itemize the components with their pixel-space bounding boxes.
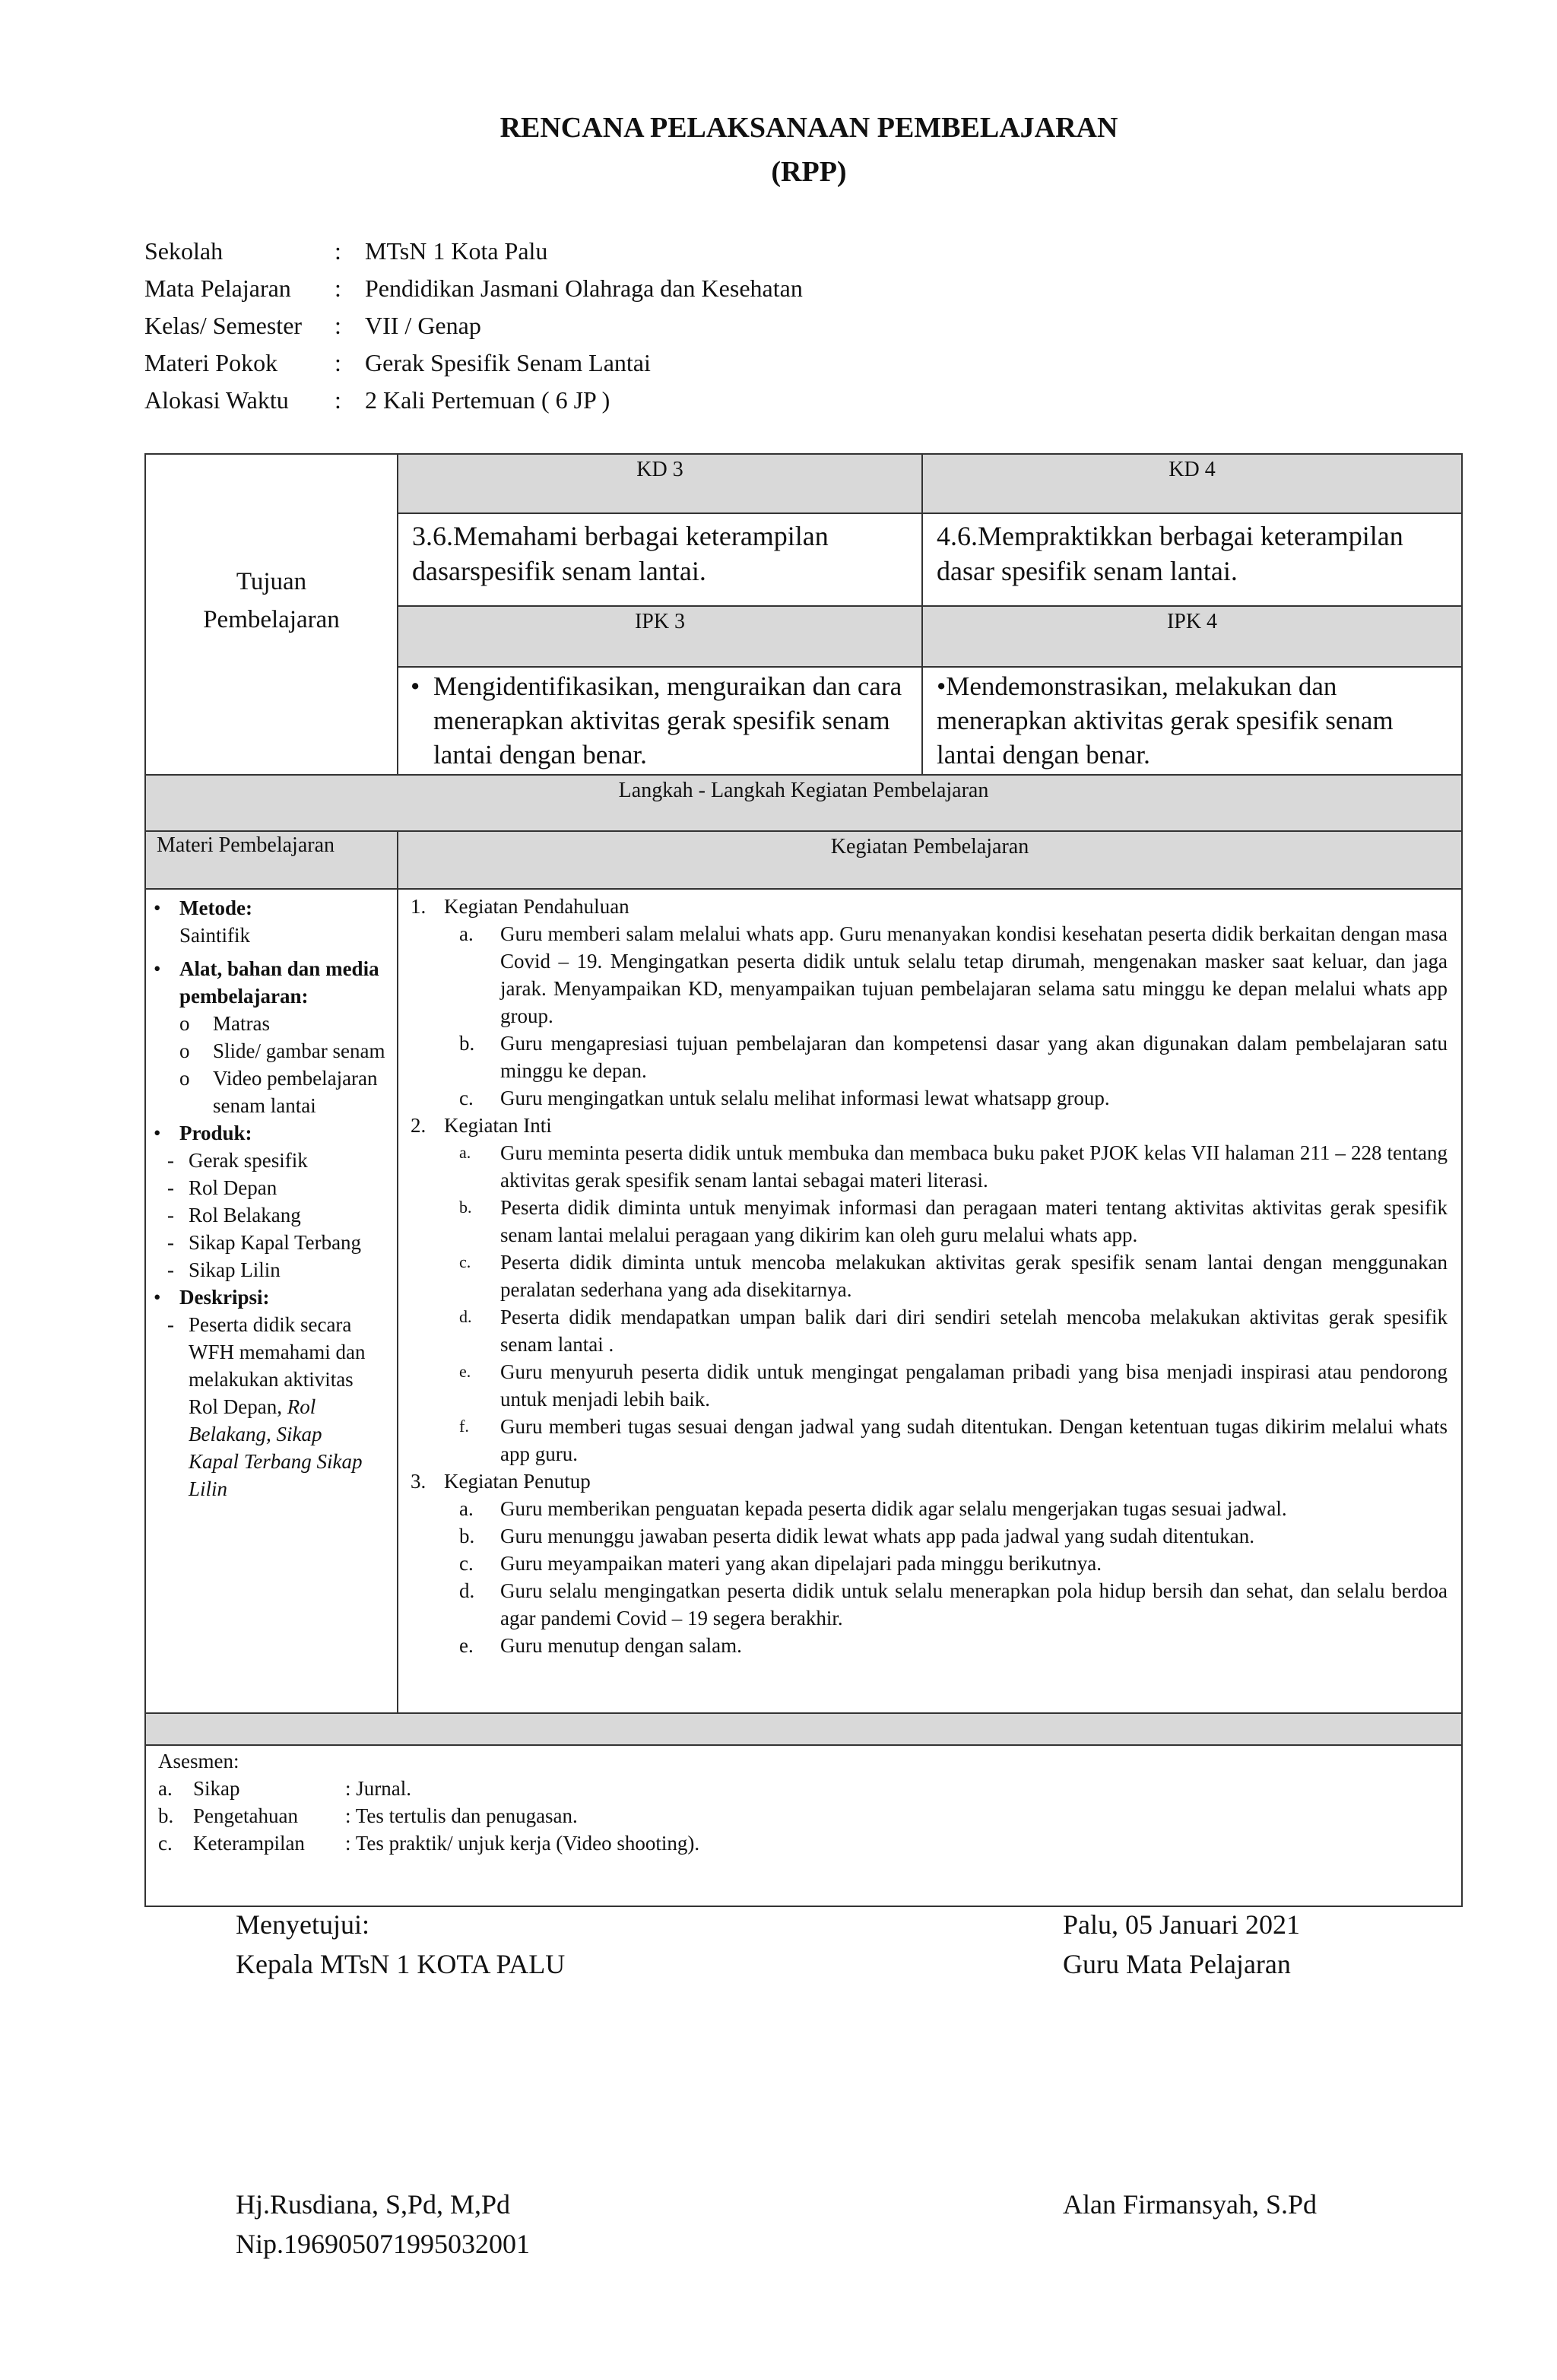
kegiatan-item: a. Guru memberikan penguatan kepada peserta didik agar selalu mengerjakan tugas sesuai jadwal.	[459, 1497, 1287, 1520]
info-block	[144, 233, 803, 419]
ipk3-text: Mengidentifikasikan, menguraikan dan cara menerapkan aktivitas gerak spesifik senam lantai dengan benar.	[433, 671, 902, 770]
bullet-icon: •	[937, 671, 947, 701]
ipk3-cell	[398, 668, 923, 774]
circle-bullet-icon: o	[179, 1039, 190, 1062]
bullet-icon: •	[154, 1286, 161, 1309]
info-row: Mata Pelajaran : Pendidikan Jasmani Olahraga dan Kesehatan	[144, 274, 803, 302]
separator-row	[146, 1712, 1461, 1746]
kegiatan-section: 1. Kegiatan Pendahuluan	[411, 895, 629, 918]
tujuan-label-1: Tujuan	[236, 568, 307, 595]
kegiatan-item: b. Guru menunggu jawaban peserta didik lewat whats app pada jadwal yang sudah ditentukan.	[459, 1525, 1254, 1547]
bullet-icon: •	[411, 671, 420, 701]
kegiatan-item: a. Guru meminta peserta didik untuk membuka dan membaca buku paket PJOK kelas VII halaman 211 – 228 tentang aktivitas gerak spesifik senam lantai sebagai materi literasi.	[459, 1141, 1448, 1192]
ipk4-cell	[923, 668, 1461, 774]
info-row: Kelas/ Semester : VII / Genap	[144, 312, 481, 339]
asesmen-cell: Asesmen: a. Sikap : Jurnal. b. Pengetahuan : Tes tertulis dan penugasan. c. Keterampilan : Tes praktik/ unjuk kerja (Video shooting).	[146, 1746, 1461, 1906]
circle-bullet-icon: o	[179, 1067, 190, 1090]
kegiatan-item: e. Guru menyuruh peserta didik untuk mengingat pengalaman pribadi yang bisa menjadi inspirasi atau pendorong untuk menjadi lebih baik.	[459, 1360, 1448, 1411]
kegiatan-item: c. Guru meyampaikan materi yang akan dipelajari pada minggu berikutnya.	[459, 1552, 1102, 1575]
info-row: Materi Pokok : Gerak Spesifik Senam Lantai	[144, 349, 651, 376]
circle-bullet-icon: o	[179, 1012, 190, 1035]
materi-cell: • Metode: Saintifik • Alat, bahan dan media pembelajaran: o Matras o Slide/ gambar senam o Video pembelajaran senam lantai • Produk: - Gerak spesifik - Rol Depan - Rol Belakang - Sikap Kapal Terbang - Sikap Lilin • Deskripsi: - Peserta didik secara WFH memahami dan melakukan aktivitas Rol Depan, Rol Belakang, Sikap Kapal Terbang Sikap Lilin	[146, 890, 398, 1712]
kegiatan-item: d. Peserta didik mendapatkan umpan balik dari diri sendiri setelah mencoba melakukan aktivitas gerak spesifik senam lantai .	[459, 1306, 1448, 1356]
kegiatan-item: b. Peserta didik diminta untuk menyimak informasi dan peragaan materi tentang aktivitas aktivitas gerak spesifik senam lantai melalui peragaan yang dikirim kan oleh guru melalui whats app.	[459, 1196, 1448, 1246]
rpp-table	[144, 453, 1463, 1907]
kegiatan-item: e. Guru menutup dengan salam.	[459, 1634, 742, 1657]
tujuan-label-2: Pembelajaran	[203, 606, 340, 633]
kegiatan-item: c. Peserta didik diminta untuk mencoba melakukan aktivitas gerak spesifik senam lantai dengan menggunakan peralatan sederhana yang ada disekitarnya.	[459, 1251, 1448, 1301]
bullet-icon: •	[154, 1122, 161, 1144]
document-subtitle: (RPP)	[771, 156, 847, 188]
kegiatan-header: Kegiatan Pembelajaran	[398, 832, 1461, 890]
signature-left-name: Hj.Rusdiana, S,Pd, M,Pd Nip.196905071995032001	[236, 2189, 530, 2259]
deskripsi-italic: Rol Belakang, Sikap Kapal Terbang Sikap Lilin	[189, 1395, 363, 1500]
kegiatan-item: f. Guru memberi tugas sesuai dengan jadwal yang sudah ditentukan. Dengan ketentuan tugas dikirim melalui whats app guru.	[459, 1415, 1448, 1465]
kegiatan-item: c. Guru mengingatkan untuk selalu melihat informasi lewat whatsapp group.	[459, 1087, 1110, 1109]
bullet-icon: •	[154, 957, 161, 980]
kegiatan-section: 3. Kegiatan Penutup	[411, 1470, 591, 1493]
kegiatan-item: a. Guru memberi salam melalui whats app. Guru menanyakan kondisi kesehatan peserta didik berkaitan dengan masa Covid – 19. Mengingatkan peserta didik untuk selalu tetap dirumah, mengenakan masker saat keluar, dan jaga jarak. Menyampaikan KD, menyampaikan tujuan pembelajaran selama satu minggu ke depan melalui whats app group.	[459, 922, 1448, 1027]
tujuan-cell	[146, 455, 398, 774]
kegiatan-item: d. Guru selalu mengingatkan peserta didik untuk selalu menerapkan pola hidup bersih dan sehat, dan selalu berdoa agar pandemi Covid – 19 segera berakhir.	[459, 1579, 1448, 1630]
langkah-header: Langkah - Langkah Kegiatan Pembelajaran	[146, 774, 1461, 832]
kd4-header: KD 4	[923, 455, 1461, 514]
materi-header: Materi Pembelajaran	[146, 832, 398, 890]
ipk4-text: Mendemonstrasikan, melakukan dan menerapkan aktivitas gerak spesifik senam lantai dengan benar.	[937, 671, 1394, 770]
ipk3-header: IPK 3	[398, 607, 923, 668]
ipk4-header: IPK 4	[923, 607, 1461, 668]
kd3-header: KD 3	[398, 455, 923, 514]
info-row: Sekolah : MTsN 1 Kota Palu	[144, 237, 548, 265]
kegiatan-item: b. Guru mengapresiasi tujuan pembelajaran dan kompetensi dasar yang akan digunakan dalam pembelajaran satu minggu ke depan.	[459, 1032, 1448, 1082]
kd3-text: 3.6.Memahami berbagai keterampilan dasarspesifik senam lantai.	[398, 514, 923, 607]
signature-right-name: Alan Firmansyah, S.Pd	[1063, 2189, 1318, 2220]
kegiatan-cell	[398, 890, 1461, 1712]
asesmen-title: Asesmen:	[158, 1750, 239, 1772]
info-row: Alokasi Waktu : 2 Kali Pertemuan ( 6 JP )	[144, 386, 610, 414]
deskripsi-text: Peserta didik secara WFH memahami dan melakukan aktivitas Rol Depan,	[189, 1313, 366, 1418]
signature-right: Palu, 05 Januari 2021 Guru Mata Pelajaran	[1063, 1909, 1300, 1979]
kd4-text: 4.6.Mempraktikkan berbagai keterampilan dasar spesifik senam lantai.	[923, 514, 1461, 607]
bullet-icon: •	[154, 896, 161, 919]
signature-left: Menyetujui: Kepala MTsN 1 KOTA PALU	[236, 1909, 566, 1979]
kegiatan-section: 2. Kegiatan Inti	[411, 1114, 552, 1137]
document-title: RENCANA PELAKSANAAN PEMBELAJARAN	[499, 112, 1118, 144]
